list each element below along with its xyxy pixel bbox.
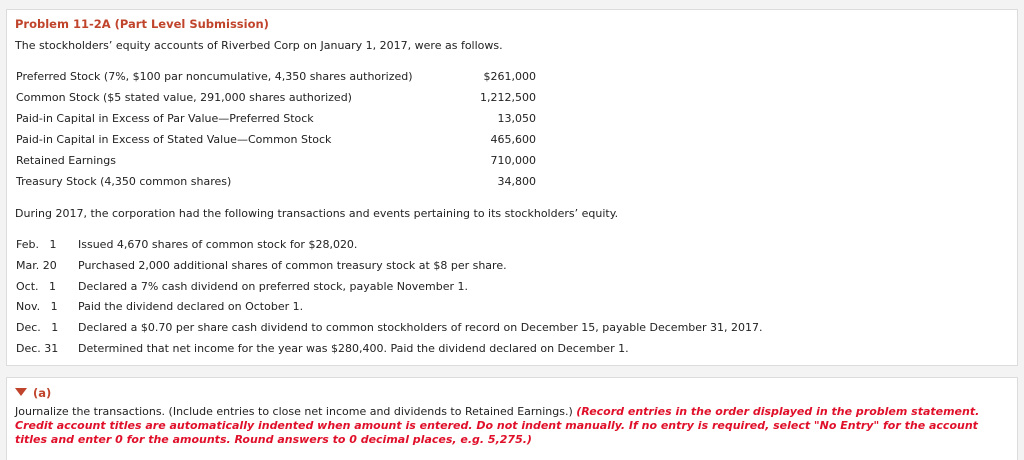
transaction-description: Declared a $0.70 per share cash dividend to common stockholders of record on December 15, payable December 31, 2017. [78, 321, 763, 334]
problem-title: Problem 11-2A (Part Level Submission) [15, 17, 269, 31]
account-row [16, 154, 536, 170]
account-amount: 13,050 [497, 112, 536, 125]
part-a-panel [6, 377, 1018, 460]
transaction-date: Feb. 1 [16, 238, 57, 251]
transaction-date: Dec. 1 [16, 321, 59, 334]
account-amount: 710,000 [490, 154, 536, 167]
transaction-description: Determined that net income for the year was $280,400. Paid the dividend declared on December 1. [78, 342, 629, 355]
account-name: Paid-in Capital in Excess of Par Value—Preferred Stock [16, 112, 314, 125]
account-amount: $261,000 [483, 70, 536, 83]
transaction-description: Paid the dividend declared on October 1. [78, 300, 304, 313]
transaction-description: Declared a 7% cash dividend on preferred stock, payable November 1. [78, 280, 468, 293]
account-row [16, 91, 536, 107]
collapse-triangle-icon[interactable] [15, 388, 27, 396]
account-name: Paid-in Capital in Excess of Stated Value—Common Stock [16, 133, 332, 146]
account-name: Common Stock ($5 stated value, 291,000 shares authorized) [16, 91, 352, 104]
transaction-date: Mar. 20 [16, 259, 57, 272]
instruction-emphasis: (Record entries in the order displayed in the problem statement. Credit account titles are automatically indented when amount is entered. Do not indent manually. If no entry is required, select "No Entry" for the account titles and enter 0 for the amounts. Round answers to 0 decimal places, e.g. 5,275.) [15, 405, 980, 446]
account-row [16, 112, 536, 128]
transaction-description: Issued 4,670 shares of common stock for $28,020. [78, 238, 358, 251]
account-name: Retained Earnings [16, 154, 116, 167]
account-amount: 1,212,500 [480, 91, 536, 104]
part-a-instructions [15, 405, 1011, 447]
transaction-date: Dec. 31 [16, 342, 59, 355]
transactions-intro: During 2017, the corporation had the following transactions and events pertaining to its stockholders’ equity. [15, 207, 619, 220]
account-amount: 465,600 [490, 133, 536, 146]
account-row [16, 70, 536, 86]
account-name: Preferred Stock (7%, $100 par noncumulative, 4,350 shares authorized) [16, 70, 413, 83]
transaction-date: Oct. 1 [16, 280, 57, 293]
account-row [16, 133, 536, 149]
instruction-text: Journalize the transactions. (Include entries to close net income and dividends to Retained Earnings.) [15, 405, 577, 418]
transaction-description: Purchased 2,000 additional shares of common treasury stock at $8 per share. [78, 259, 507, 272]
part-a-label[interactable]: (a) [33, 386, 52, 400]
account-amount: 34,800 [497, 175, 536, 188]
account-row [16, 175, 536, 191]
account-name: Treasury Stock (4,350 common shares) [16, 175, 232, 188]
problem-panel [6, 9, 1018, 366]
transaction-date: Nov. 1 [16, 300, 58, 313]
problem-intro: The stockholders’ equity accounts of Riverbed Corp on January 1, 2017, were as follows. [15, 39, 503, 52]
